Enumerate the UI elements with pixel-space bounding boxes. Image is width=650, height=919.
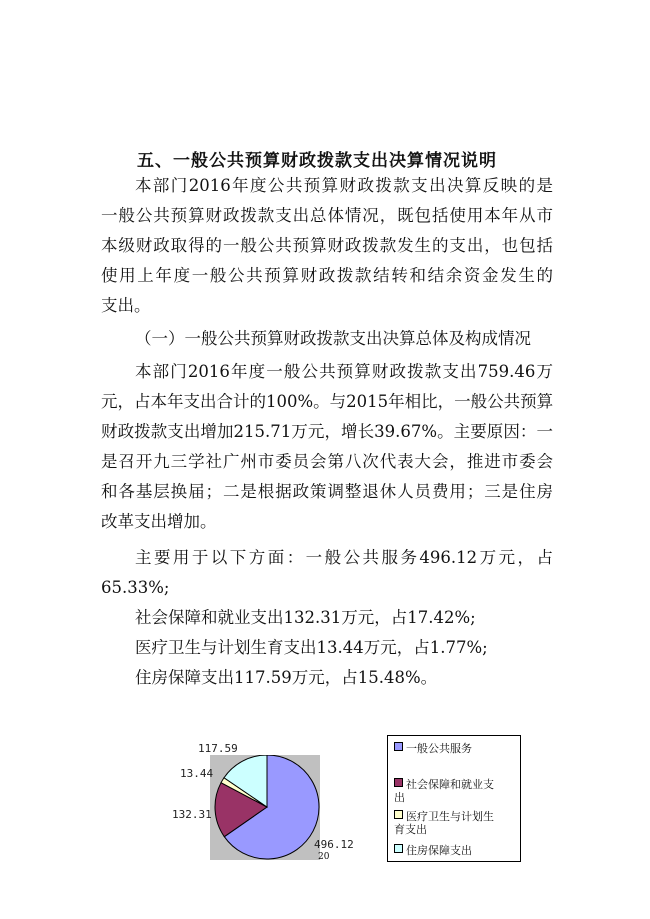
legend-item-housing bbox=[394, 844, 514, 857]
text-line: 是召开九三学社广州市委员会第八次代表大会，推进市委会 bbox=[101, 452, 553, 471]
data-label-social: 132.31 bbox=[172, 808, 212, 821]
legend-label-cont: 出 bbox=[394, 791, 405, 804]
text-line: 65.33%; bbox=[101, 578, 170, 597]
chart-legend bbox=[387, 735, 521, 862]
data-label-housing: 117.59 bbox=[198, 742, 238, 755]
item-line: 社会保障和就业支出132.31万元，占17.42%; bbox=[135, 608, 476, 627]
text-line: 本部门2016年度一般公共预算财政拨款支出759.46万 bbox=[135, 362, 553, 381]
text-line: 支出。 bbox=[101, 296, 151, 315]
legend-item-social bbox=[394, 778, 514, 804]
legend-swatch bbox=[394, 810, 403, 819]
legend-swatch bbox=[394, 844, 403, 853]
section-heading: 五、一般公共预算财政拨款支出决算情况说明 bbox=[137, 151, 497, 171]
paragraph-uses bbox=[101, 543, 553, 603]
text-line: 一般公共预算财政拨款支出总体情况，既包括使用本年从市 bbox=[101, 206, 553, 225]
text-line: 本部门2016年度公共预算财政拨款支出决算反映的是 bbox=[135, 176, 553, 195]
legend-swatch bbox=[394, 778, 403, 787]
subheading: （一）一般公共预算财政拨款支出决算总体及构成情况 bbox=[135, 329, 531, 348]
text-line: 主要用于以下方面：一般公共服务496.12万元，占 bbox=[135, 548, 553, 567]
pie-chart-area bbox=[210, 755, 320, 860]
item-lines bbox=[101, 603, 561, 693]
pie-chart bbox=[210, 755, 320, 860]
legend-item-general bbox=[394, 742, 514, 755]
legend-label: 医疗卫生与计划生 bbox=[406, 810, 494, 823]
data-label-general: 496.12 bbox=[314, 838, 354, 851]
subheading-block bbox=[101, 324, 561, 354]
text-line: 改革支出增加。 bbox=[101, 512, 217, 531]
text-line: 本级财政取得的一般公共预算财政拨款发生的支出，也包括 bbox=[101, 236, 553, 255]
legend-label: 住房保障支出 bbox=[406, 844, 472, 857]
legend-item-health bbox=[394, 810, 514, 836]
legend-swatch bbox=[394, 742, 403, 751]
text-line: 和各基层换届；二是根据政策调整退休人员费用；三是住房 bbox=[101, 482, 553, 501]
text-line: 财政拨款支出增加215.71万元，增长39.67%。主要原因：一 bbox=[101, 422, 553, 441]
text-line: 元，占本年支出合计的100%。与2015年相比，一般公共预算 bbox=[101, 392, 554, 411]
paragraph-intro bbox=[101, 171, 553, 321]
paragraph-overview bbox=[101, 357, 553, 537]
data-label-health: 13.44 bbox=[180, 767, 214, 780]
legend-label: 社会保障和就业支 bbox=[406, 778, 494, 791]
item-line: 医疗卫生与计划生育支出13.44万元，占1.77%; bbox=[135, 638, 488, 657]
legend-label: 一般公共服务 bbox=[406, 742, 472, 755]
legend-label-cont: 育支出 bbox=[394, 823, 427, 836]
item-line: 住房保障支出117.59万元，占15.48%。 bbox=[135, 668, 438, 687]
page-number: 20 bbox=[318, 852, 330, 862]
text-line: 使用上年度一般公共预算财政拨款结转和结余资金发生的 bbox=[101, 266, 553, 285]
